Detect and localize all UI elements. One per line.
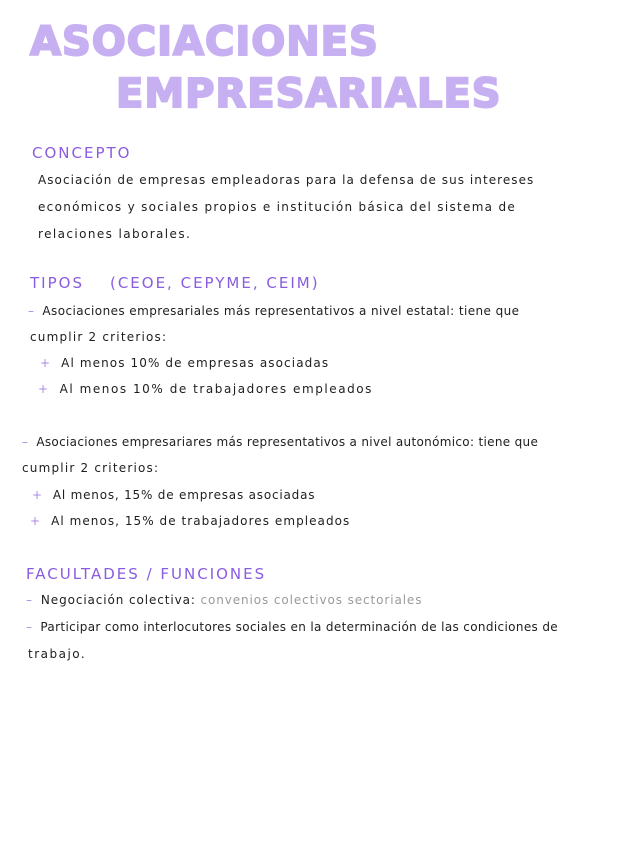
heading-concepto: CONCEPTO xyxy=(32,144,132,162)
plus-marker: + xyxy=(30,514,42,528)
title-line-1: ASOCIACIONES xyxy=(30,19,379,65)
dash-marker: – xyxy=(22,435,29,449)
tipos-orgs: (CEOE, CEPYME, CEIM) xyxy=(109,274,320,292)
dash-marker: – xyxy=(26,620,33,634)
tipos-group2-line1 xyxy=(22,436,538,448)
heading-tipos xyxy=(30,276,320,291)
facultades-item1-note: convenios colectivos sectoriales xyxy=(200,593,423,607)
tipos-group2-item1-text: Al menos, 15% de empresas asociadas xyxy=(52,488,316,502)
facultades-item2-line2: trabajo. xyxy=(28,647,87,661)
tipos-group1-item1 xyxy=(40,357,329,369)
tipos-group1-line1 xyxy=(28,305,519,317)
concepto-line-3: relaciones laborales. xyxy=(38,227,192,241)
facultades-item1 xyxy=(26,594,422,606)
concepto-line-2: económicos y sociales propios e institución básica del sistema de xyxy=(38,200,517,214)
tipos-group2-item2-text: Al menos, 15% de trabajadores empleados xyxy=(51,514,351,528)
tipos-group2-item2 xyxy=(30,515,350,527)
facultades-item2-text: Participar como interlocutores sociales en la determinación de las condiciones de xyxy=(40,620,559,634)
tipos-group2-line2: cumplir 2 criterios: xyxy=(22,461,160,475)
tipos-label: TIPOS xyxy=(30,274,84,292)
heading-facultades: FACULTADES / FUNCIONES xyxy=(26,565,267,583)
tipos-group1-item2 xyxy=(38,383,373,395)
tipos-group2-text: Asociaciones empresariares más representativos a nivel autonómico: tiene que xyxy=(36,435,539,449)
facultades-item1-main: Negociación colectiva: xyxy=(40,593,196,607)
tipos-group1-text: Asociaciones empresariales más representativos a nivel estatal: tiene que xyxy=(42,304,520,318)
plus-marker: + xyxy=(32,488,43,502)
dash-marker: – xyxy=(26,593,33,607)
plus-marker: + xyxy=(40,356,52,370)
tipos-group1-item1-text: Al menos 10% de empresas asociadas xyxy=(61,356,330,370)
facultades-item2-line1 xyxy=(26,621,558,633)
plus-marker: + xyxy=(38,382,50,396)
title-line-2: EMPRESARIALES xyxy=(116,71,502,117)
dash-marker: – xyxy=(28,304,35,318)
tipos-group1-line2: cumplir 2 criterios: xyxy=(30,330,168,344)
concepto-line-1: Asociación de empresas empleadoras para la defensa de sus intereses xyxy=(38,173,535,187)
tipos-group2-item1 xyxy=(32,489,315,501)
tipos-group1-item2-text: Al menos 10% de trabajadores empleados xyxy=(59,382,373,396)
